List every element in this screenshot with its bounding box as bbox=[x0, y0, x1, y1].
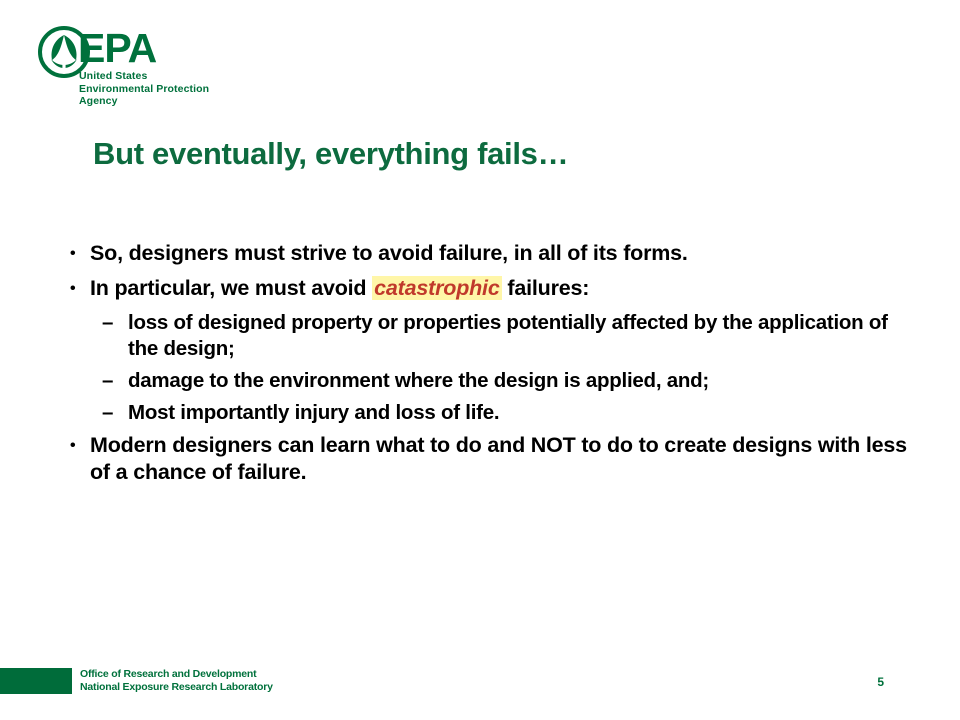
epa-agency-line-1: United States bbox=[79, 70, 148, 82]
sub-bullet-item bbox=[66, 400, 916, 426]
footer-line-2: National Exposure Research Laboratory bbox=[80, 681, 273, 693]
highlighted-term: catastrophic bbox=[374, 276, 500, 300]
sub-bullet-marker: – bbox=[102, 311, 114, 334]
epa-agency-line-2: Environmental Protection bbox=[79, 82, 210, 95]
bullet-item bbox=[66, 432, 916, 486]
epa-acronym: EPA bbox=[78, 25, 157, 71]
sub-bullet-marker: – bbox=[102, 369, 114, 392]
bullet-item bbox=[66, 275, 916, 302]
bullet-marker: • bbox=[70, 245, 76, 262]
slide-title: But eventually, everything fails… bbox=[93, 136, 569, 171]
bullet-item bbox=[66, 240, 916, 267]
epa-logo bbox=[38, 26, 288, 116]
footer-accent-bar bbox=[0, 668, 72, 694]
bullet-marker: • bbox=[70, 280, 76, 297]
footer-line-1: Office of Research and Development bbox=[80, 668, 257, 680]
slide-body bbox=[66, 240, 916, 494]
bullet-text-tail: failures: bbox=[501, 276, 590, 300]
footer-organization bbox=[80, 668, 273, 694]
slide-number: 5 bbox=[877, 675, 884, 689]
bullet-text: In particular, we must avoid bbox=[90, 276, 373, 300]
sub-bullet-text: damage to the environment where the design is applied, and; bbox=[128, 369, 709, 392]
sub-bullet-item bbox=[66, 310, 916, 362]
epa-agency-name bbox=[79, 70, 209, 108]
sub-bullet-text: loss of designed property or properties potentially affected by the application of the design; bbox=[128, 311, 888, 360]
sub-bullet-item bbox=[66, 368, 916, 394]
bullet-text: Modern designers can learn what to do and NOT to do to create designs with less of a chance of failure. bbox=[90, 433, 907, 484]
bullet-marker: • bbox=[70, 437, 76, 454]
epa-agency-line-3: Agency bbox=[79, 95, 118, 107]
bullet-text: So, designers must strive to avoid failure, in all of its forms. bbox=[90, 241, 688, 265]
sub-bullet-marker: – bbox=[102, 401, 114, 424]
sub-bullet-text: Most importantly injury and loss of life. bbox=[128, 401, 500, 424]
